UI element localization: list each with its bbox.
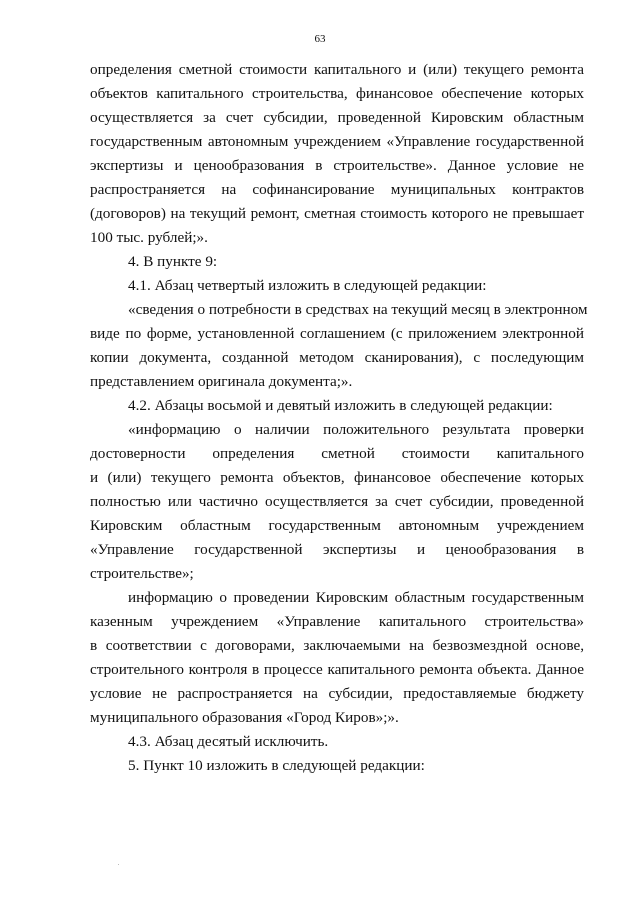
text-line: экспертизы и ценообразования в строительстве». Данное условие не xyxy=(90,157,584,174)
text-line: «Управление государственной экспертизы и ценообразования в xyxy=(90,541,584,558)
text-line: «информацию о наличии положительного результата проверки xyxy=(128,421,584,438)
text-line: копии документа, созданной методом сканирования), с последующим xyxy=(90,349,584,366)
text-line: строительстве»; xyxy=(90,565,194,582)
page-number: 63 xyxy=(314,33,326,45)
text-line: 4. В пункте 9: xyxy=(128,253,218,270)
text-line: полностью или частично осуществляется за счет субсидии, проведенной xyxy=(90,493,584,510)
text-line: распространяется на софинансирование муниципальных контрактов xyxy=(90,181,584,198)
text-line: осуществляется за счет субсидии, проведенной Кировским областным xyxy=(90,109,584,126)
text-line: казенным учреждением «Управление капитального строительства» xyxy=(90,613,584,630)
text-line: определения сметной стоимости капитального и (или) текущего ремонта xyxy=(90,61,584,78)
text-line: в соответствии с договорами, заключаемыми на безвозмездной основе, xyxy=(90,637,584,654)
text-line: «сведения о потребности в средствах на текущий месяц в электронном xyxy=(128,301,588,318)
text-line: 100 тыс. рублей;». xyxy=(90,229,208,246)
text-line: строительного контроля в процессе капитального ремонта объекта. Данное xyxy=(90,661,584,678)
text-line: представлением оригинала документа;». xyxy=(90,373,353,390)
text-line: государственным автономным учреждением «Управление государственной xyxy=(90,133,584,150)
text-line: условие не распространяется на субсидии, предоставляемые бюджету xyxy=(90,685,584,702)
scan-speck xyxy=(118,864,119,865)
text-line: достоверности определения сметной стоимости капитального xyxy=(90,445,584,462)
text-line: муниципального образования «Город Киров»;». xyxy=(90,709,399,726)
text-line: и (или) текущего ремонта объектов, финансовое обеспечение которых xyxy=(90,469,584,486)
text-line: информацию о проведении Кировским областным государственным xyxy=(128,589,584,606)
text-line: (договоров) на текущий ремонт, сметная стоимость которого не превышает xyxy=(90,205,584,222)
text-line: 4.1. Абзац четвертый изложить в следующей редакции: xyxy=(128,277,487,294)
text-line: 4.3. Абзац десятый исключить. xyxy=(128,733,329,750)
text-line: Кировским областным государственным автономным учреждением xyxy=(90,517,584,534)
text-line: 5. Пункт 10 изложить в следующей редакции: xyxy=(128,757,425,774)
text-line: 4.2. Абзацы восьмой и девятый изложить в следующей редакции: xyxy=(128,397,553,414)
text-line: виде по форме, установленной соглашением (с приложением электронной xyxy=(90,325,584,342)
text-line: объектов капитального строительства, финансовое обеспечение которых xyxy=(90,85,584,102)
